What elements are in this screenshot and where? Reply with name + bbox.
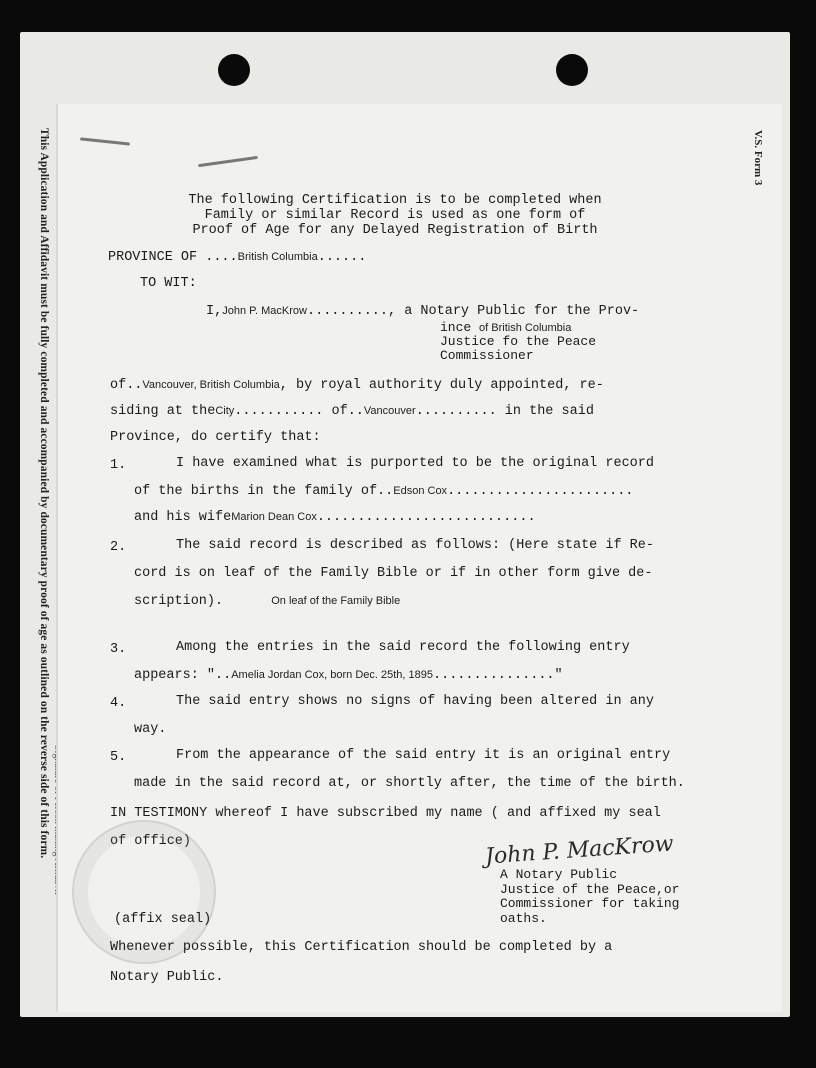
item-3-line-1: Among the entries in the said record the following entry xyxy=(176,640,630,655)
notary-signature: John P. MacKrow xyxy=(484,831,675,870)
item-3-line-2-suffix: ..............." xyxy=(433,668,563,683)
punch-hole-left xyxy=(218,54,250,86)
item-1-line-3 xyxy=(134,510,536,525)
item-4-number: 4. xyxy=(110,696,127,711)
signature-titles xyxy=(500,868,679,926)
certification-heading xyxy=(160,193,630,238)
item-2-line-3-prefix: scription). xyxy=(134,594,224,609)
province-certify: Province, do certify that: xyxy=(110,430,321,445)
family-name: Edson Cox xyxy=(393,485,448,497)
sig-title-line: A Notary Public xyxy=(500,867,618,882)
item-5-line-1: From the appearance of the said entry it is an original entry xyxy=(176,748,671,763)
sig-title-line: oaths. xyxy=(500,910,547,926)
item-4-line-1: The said entry shows no signs of having been altered in any xyxy=(176,694,654,709)
testimony-line-1: IN TESTIMONY whereof I have subscribed my name ( and affixed my seal xyxy=(110,806,661,821)
province-label: PROVINCE OF .... xyxy=(108,250,238,265)
heading-line: Family or similar Record is used as one form of xyxy=(204,208,586,223)
item-2-line-1: The said record is described as follows: (Here state if Re- xyxy=(176,538,654,553)
item-1-line-2-dots: ....................... xyxy=(447,484,634,499)
residing-mid: ........... of.. xyxy=(234,404,364,419)
birth-entry: Amelia Jordan Cox, born Dec. 25th, 1895 xyxy=(231,669,433,681)
item-3-number: 3. xyxy=(110,642,127,657)
punch-hole-right xyxy=(556,54,588,86)
heading-line: The following Certification is to be completed when xyxy=(188,193,602,208)
form-id: V.S. Form 3 xyxy=(752,130,764,186)
item-1-line-2-prefix: of the births in the family of.. xyxy=(134,484,394,499)
notary-role-4: Commissioner xyxy=(440,348,534,363)
province-dots: ...... xyxy=(317,250,367,265)
province-value: British Columbia xyxy=(237,251,318,263)
residing-suffix: .......... in the said xyxy=(415,404,594,419)
item-5-line-2: made in the said record at, or shortly after, the time of the birth. xyxy=(134,776,685,791)
residing-prefix: siding at the xyxy=(110,404,216,419)
notary-role-1: , a Notary Public for the Prov- xyxy=(388,304,640,319)
notary-role-2-prefix: ince xyxy=(440,320,472,335)
notary-line-2 xyxy=(440,320,571,335)
left-margin-instruction: This Application and Affidavit must be fully completed and accompanied by documentary proof of age as outlined on the reverse side of this form. xyxy=(38,128,50,859)
record-description: On leaf of the Family Bible xyxy=(271,595,401,607)
item-3-line-2-prefix: appears: ".. xyxy=(134,668,232,683)
item-2-line-2: cord is on leaf of the Family Bible or if in other form give de- xyxy=(134,566,653,581)
testimony-line-2: of office) xyxy=(110,834,192,849)
residing-city: Vancouver xyxy=(363,405,416,417)
residing-line xyxy=(110,404,594,419)
item-1-number: 1. xyxy=(110,458,127,473)
sig-title-line: Justice of the Peace,or xyxy=(500,881,680,897)
notary-province-value: of British Columbia xyxy=(479,322,572,334)
notary-dots: .......... xyxy=(307,304,389,319)
of-line xyxy=(110,378,604,393)
notary-prefix: I, xyxy=(206,304,223,319)
residing-place: City xyxy=(215,405,235,417)
affix-seal: (affix seal) xyxy=(114,912,212,927)
sig-title-line: Commissioner for taking xyxy=(500,896,680,911)
notary-line-1 xyxy=(206,304,639,319)
item-1-line-2 xyxy=(134,484,633,499)
item-2-number: 2. xyxy=(110,540,127,555)
heading-line: Proof of Age for any Delayed Registration of Birth xyxy=(192,223,598,238)
province-line xyxy=(108,250,366,265)
of-prefix: of.. xyxy=(110,378,143,393)
item-1-line-3-prefix: and his wife xyxy=(134,510,232,525)
item-5-number: 5. xyxy=(110,750,127,765)
to-wit: TO WIT: xyxy=(140,276,197,291)
of-city-value: Vancouver, British Columbia xyxy=(142,379,280,391)
notary-role-3: Justice fo the Peace xyxy=(440,334,597,349)
item-1-line-1: I have examined what is purported to be the original record xyxy=(176,456,654,471)
notary-name: John P. MacKrow xyxy=(222,305,307,317)
item-1-line-3-dots: ........................... xyxy=(316,510,536,525)
footer-line-2: Notary Public. xyxy=(110,970,224,985)
item-2-line-3 xyxy=(134,594,400,609)
item-3-line-2 xyxy=(134,668,563,683)
wife-name: Marion Dean Cox xyxy=(231,511,317,523)
item-4-line-2: way. xyxy=(134,722,167,737)
of-suffix: , by royal authority duly appointed, re- xyxy=(279,378,604,393)
footer-line-1: Whenever possible, this Certification should be completed by a xyxy=(110,940,613,955)
